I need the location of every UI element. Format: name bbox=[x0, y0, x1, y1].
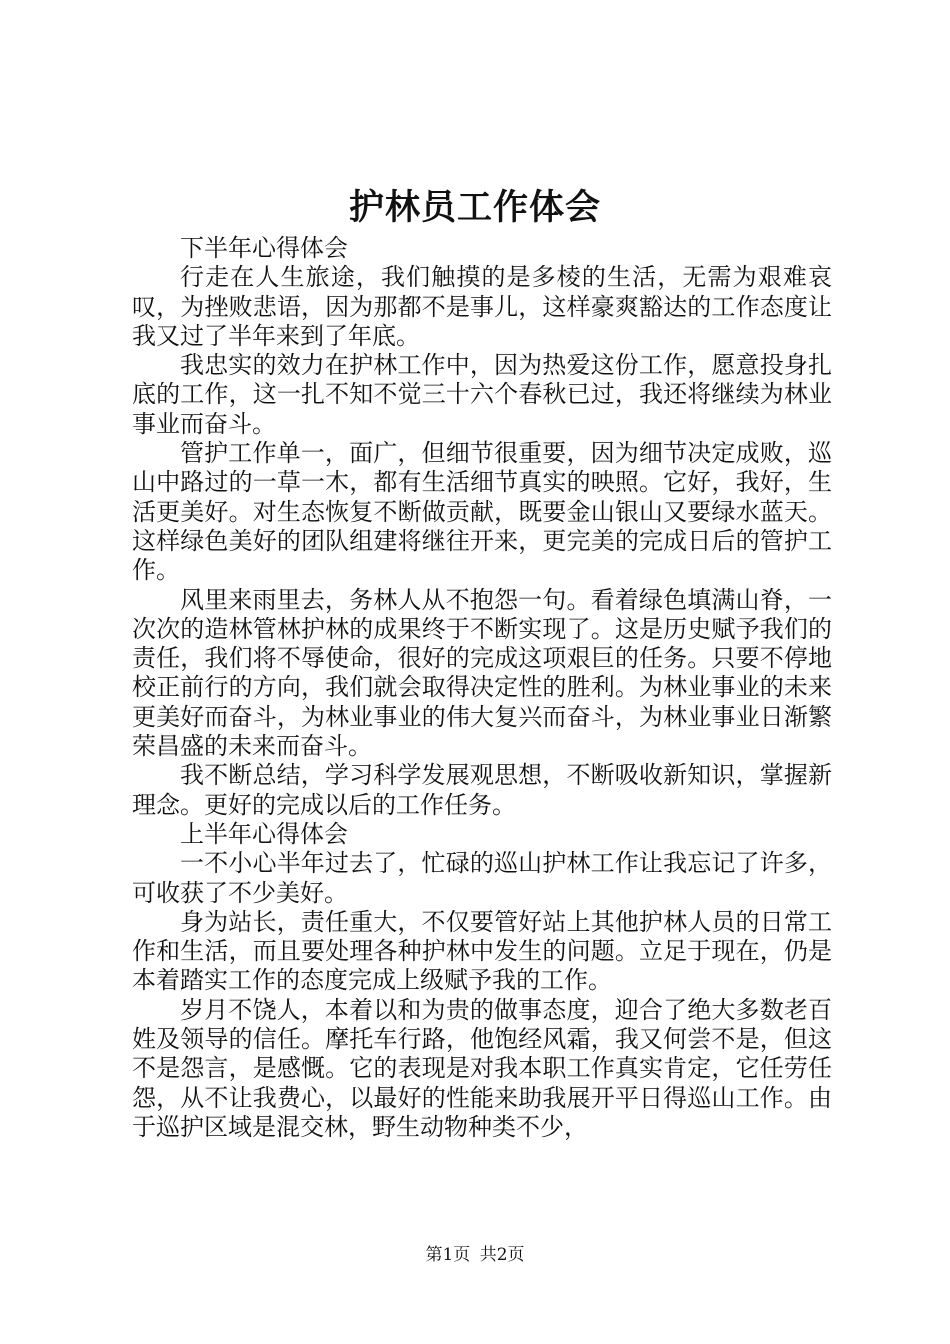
page-footer bbox=[0, 1244, 950, 1266]
paragraph: 管护工作单一，面广，但细节很重要，因为细节决定成败，巡山中路过的一草一木，都有生活细节真实的映照。它好，我好，生活更美好。对生态恢复不断做贡献，既要金山银山又要绿水蓝天。这样绿色美好的团队组建将继往开来，更完美的完成日后的管护工作。 bbox=[132, 439, 832, 585]
total-pages: 共2页 bbox=[479, 1245, 525, 1265]
page-number: 第1页 bbox=[425, 1245, 471, 1265]
document-body bbox=[132, 234, 832, 1142]
paragraph: 我忠实的效力在护林工作中，因为热爱这份工作，愿意投身扎底的工作，这一扎不知不觉三十六个春秋已过，我还将继续为林业事业而奋斗。 bbox=[132, 351, 832, 438]
section-heading-second-half: 下半年心得体会 bbox=[180, 234, 348, 262]
paragraph: 我不断总结，学习科学发展观思想，不断吸收新知识，掌握新理念。更好的完成以后的工作任务。 bbox=[132, 761, 832, 819]
paragraph: 岁月不饶人，本着以和为贵的做事态度，迎合了绝大多数老百姓及领导的信任。摩托车行路，他饱经风霜，我又何尝不是，但这不是怨言，是感慨。它的表现是对我本职工作真实肯定，它任劳任怨，从不让我费心，以最好的性能来助我展开平日得巡山工作。由于巡护区域是混交林，野生动物种类不少， bbox=[132, 995, 832, 1141]
paragraph: 身为站长，责任重大，不仅要管好站上其他护林人员的日常工作和生活，而且要处理各种护林中发生的问题。立足于现在，仍是本着踏实工作的态度完成上级赋予我的工作。 bbox=[132, 907, 832, 995]
paragraph: 行走在人生旅途，我们触摸的是多棱的生活，无需为艰难哀叹，为挫败悲语，因为那都不是事儿，这样豪爽豁达的工作态度让我又过了半年来到了年底。 bbox=[132, 263, 832, 350]
paragraph: 一不小心半年过去了，忙碌的巡山护林工作让我忘记了许多，可收获了不少美好。 bbox=[132, 849, 832, 907]
section-heading-first-half: 上半年心得体会 bbox=[180, 819, 348, 848]
paragraph: 风里来雨里去，务林人从不抱怨一句。看着绿色填满山脊，一次次的造林管林护林的成果终于不断实现了。这是历史赋予我们的责任，我们将不辱使命，很好的完成这项艰巨的任务。只要不停地校正前行的方向，我们就会取得决定性的胜利。为林业事业的未来更美好而奋斗，为林业事业的伟大复兴而奋斗，为林业事业日渐繁荣昌盛的未来而奋斗。 bbox=[132, 585, 832, 761]
document-title: 护林员工作体会 bbox=[348, 187, 601, 228]
